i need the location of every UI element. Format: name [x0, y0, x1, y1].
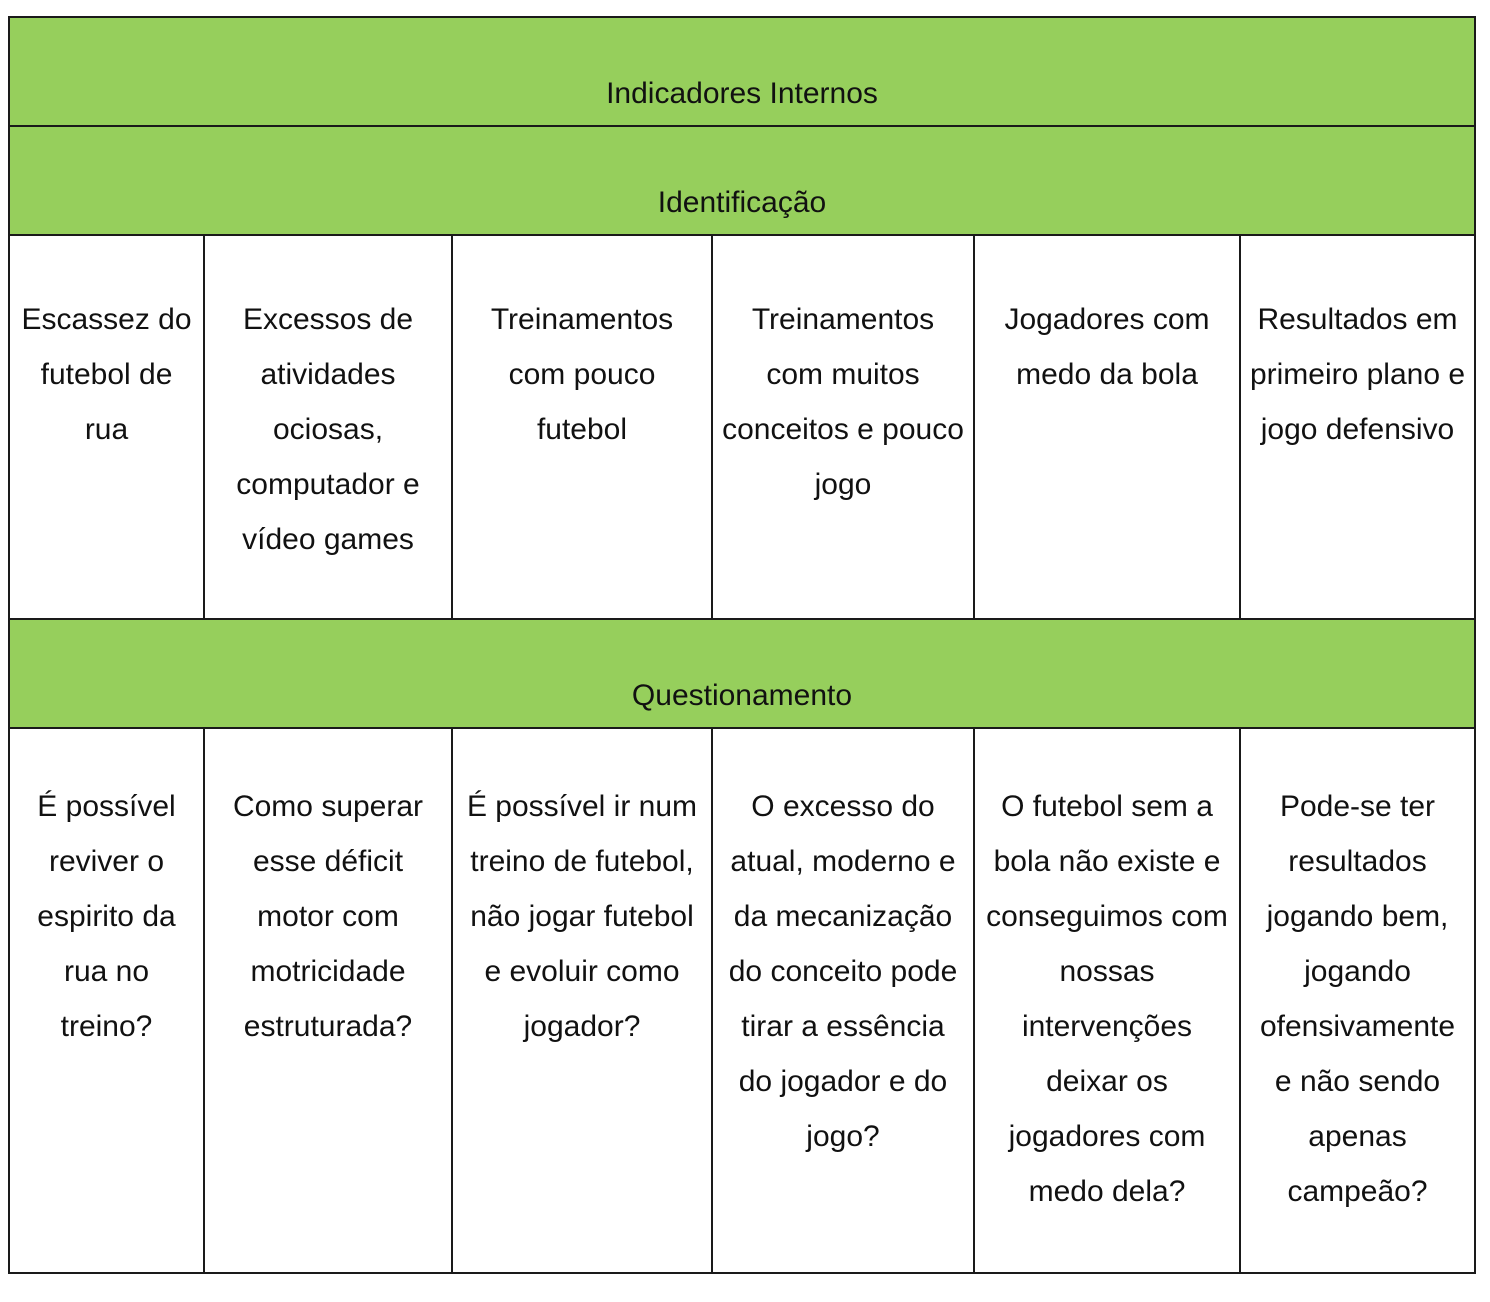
- table-cell: [712, 728, 974, 1273]
- cell-text: O excesso do atual, moderno e da mecanização do conceito pode tirar a essência do jogador e do jogo?: [728, 790, 958, 1153]
- table-cell: [9, 235, 204, 619]
- table-cell: [452, 728, 712, 1273]
- cell-text: Resultados em primeiro plano e jogo defensivo: [1249, 303, 1466, 446]
- identificacao-header-row: [9, 126, 1475, 235]
- identificacao-row: [9, 235, 1475, 619]
- cell-text: Treinamentos com pouco futebol: [490, 303, 674, 446]
- table-cell: [1240, 235, 1475, 619]
- cell-text: Pode-se ter resultados jogando bem, jogando ofensivamente e não sendo apenas campeão?: [1259, 790, 1456, 1208]
- cell-text: O futebol sem a bola não existe e conseguimos com nossas intervenções deixar os jogadores com medo dela?: [986, 790, 1228, 1208]
- table-title: Indicadores Internos: [606, 77, 878, 110]
- table-cell: [974, 728, 1240, 1273]
- cell-text: Treinamentos com muitos conceitos e pouco jogo: [722, 303, 964, 501]
- table-title-cell: [9, 17, 1475, 126]
- table-cell: [712, 235, 974, 619]
- table-cell: [452, 235, 712, 619]
- cell-text: É possível ir num treino de futebol, não jogar futebol e evoluir como jogador?: [466, 790, 698, 1043]
- cell-text: É possível reviver o espirito da rua no treino?: [37, 790, 176, 1043]
- cell-text: Escassez do futebol de rua: [21, 303, 192, 446]
- indicators-table: [8, 16, 1476, 1274]
- table-cell: [204, 235, 452, 619]
- table-cell: [1240, 728, 1475, 1273]
- section-heading-cell: [9, 619, 1475, 728]
- cell-text: Jogadores com medo da bola: [1004, 303, 1210, 391]
- table-cell: [974, 235, 1240, 619]
- title-row: [9, 17, 1475, 126]
- cell-text: Como superar esse déficit motor com motricidade estruturada?: [232, 790, 424, 1043]
- table-cell: [9, 728, 204, 1273]
- questionamento-header-row: [9, 619, 1475, 728]
- section-heading-identificacao: Identificação: [657, 186, 827, 219]
- cell-text: Excessos de atividades ociosas, computador e vídeo games: [236, 303, 420, 556]
- questionamento-row: [9, 728, 1475, 1273]
- section-heading-questionamento: Questionamento: [631, 679, 853, 712]
- table-cell: [204, 728, 452, 1273]
- section-heading-cell: [9, 126, 1475, 235]
